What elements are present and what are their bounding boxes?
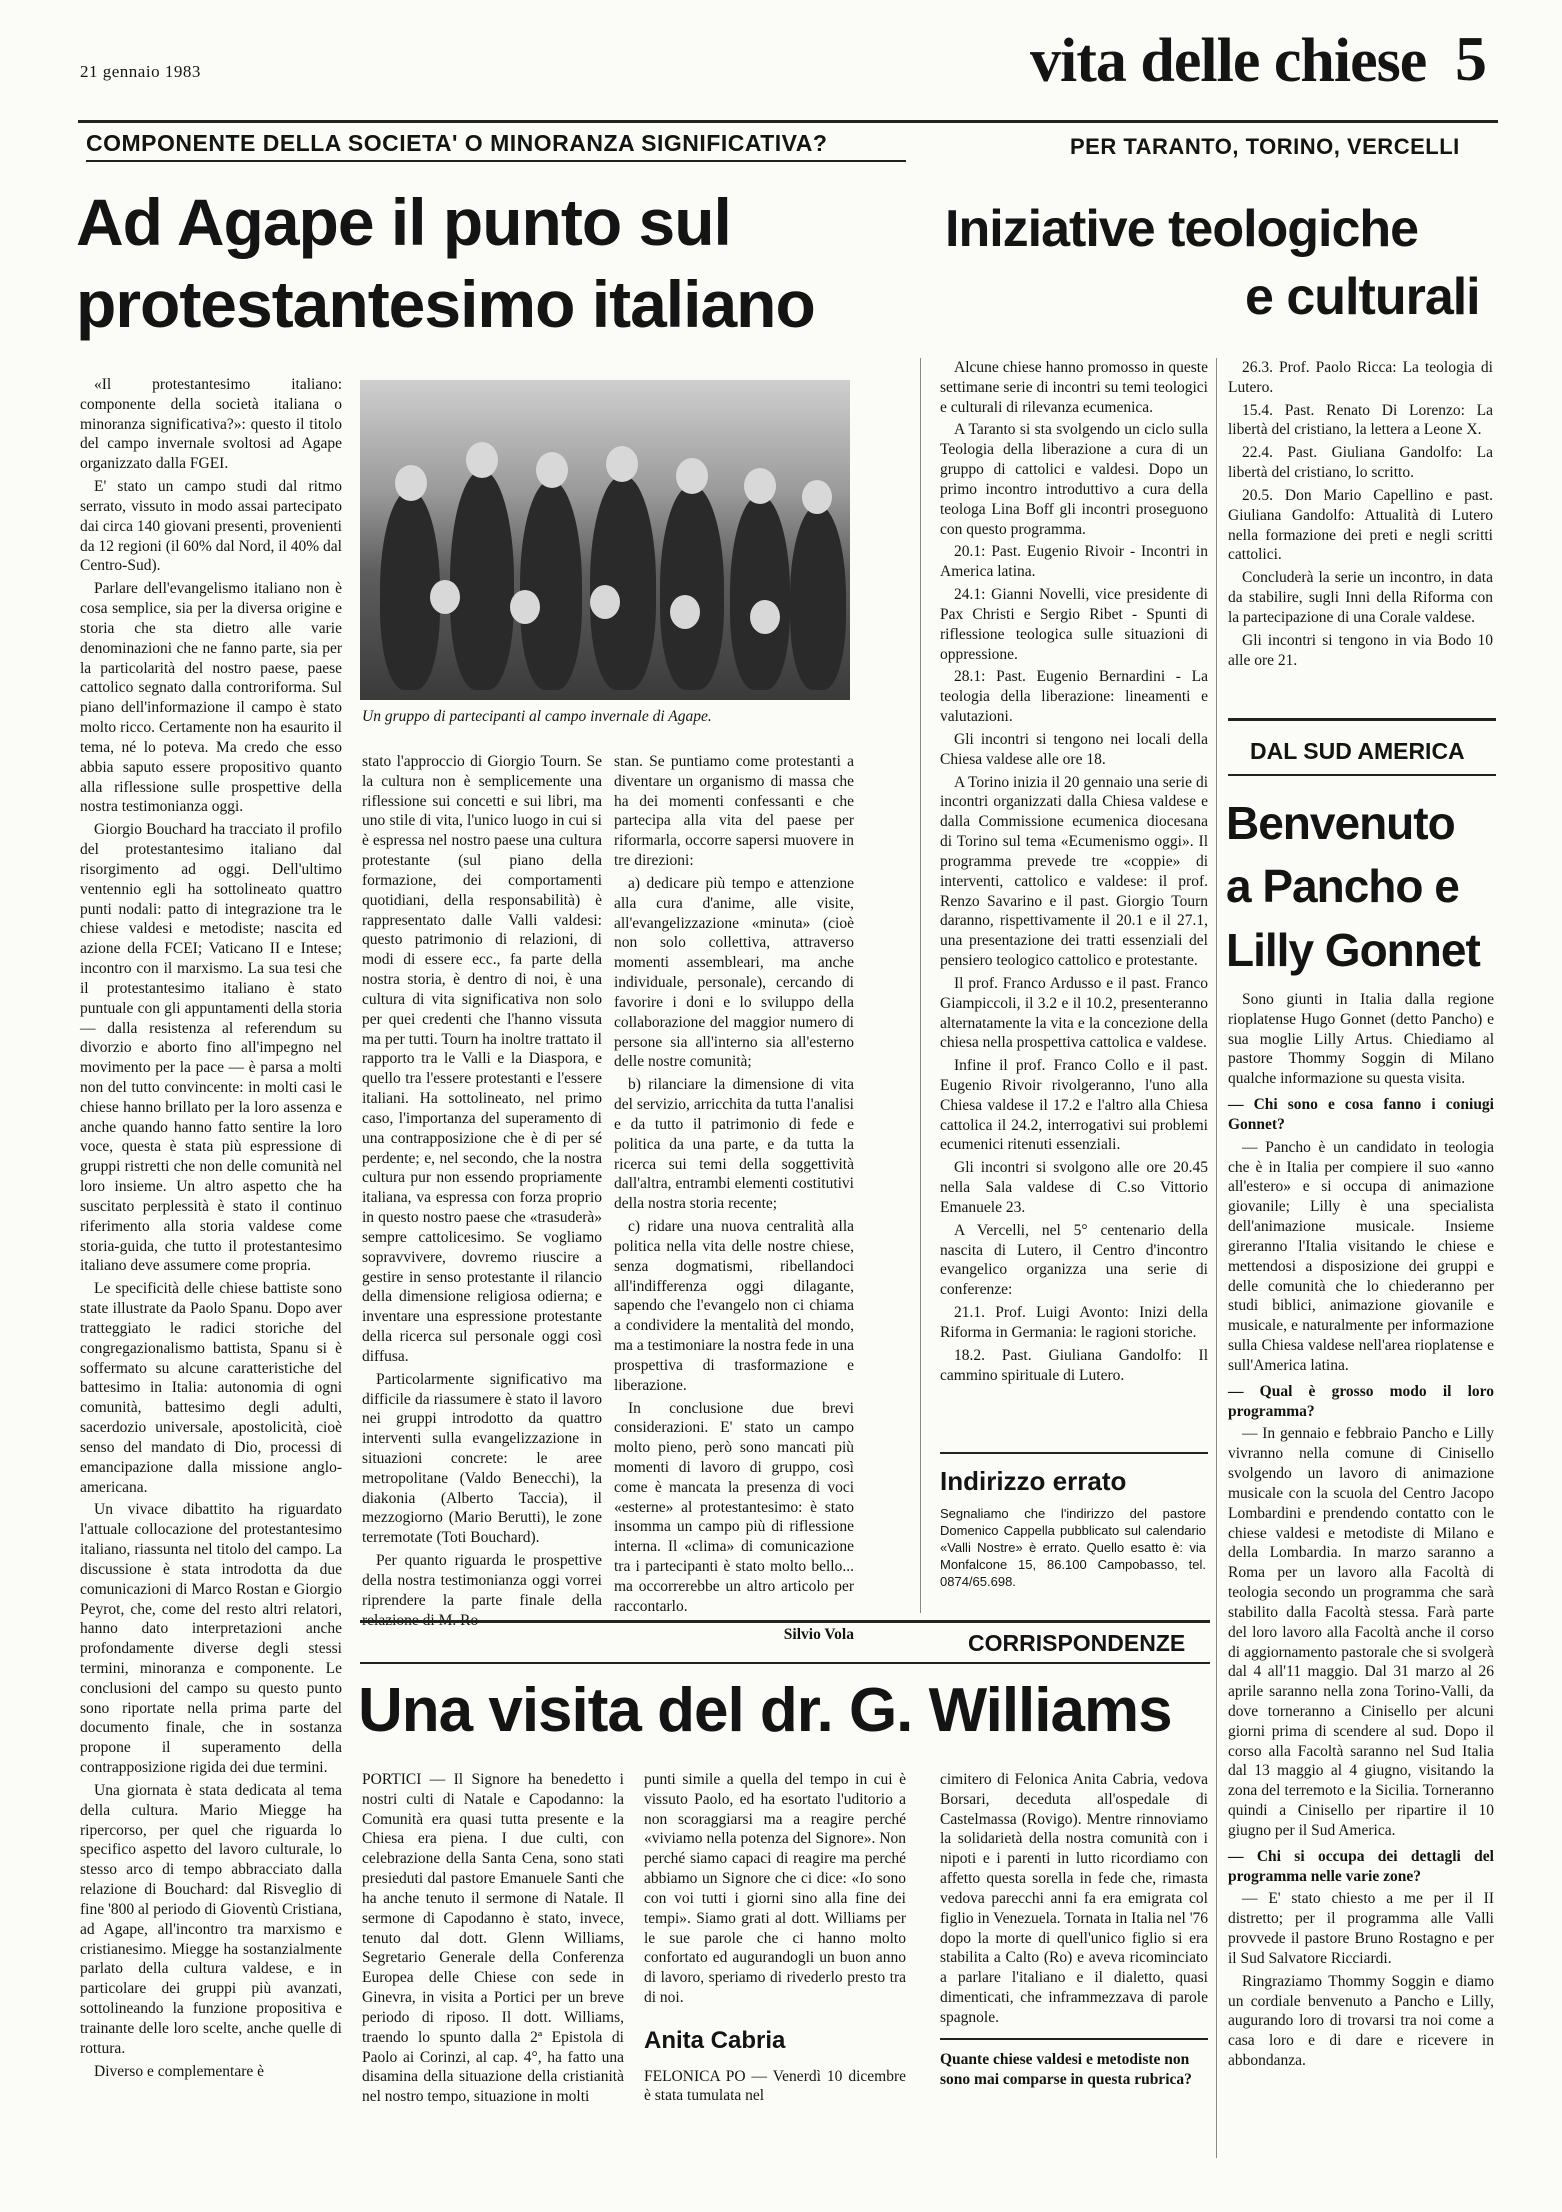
sudamerica-top-rule <box>1228 718 1496 721</box>
sudamerica-body <box>1228 990 1494 2074</box>
agape-title-line1: Ad Agape il punto sul <box>76 185 731 259</box>
agape-paragraph: E' stato un campo studi dal ritmo serrato, vissuto in modo assai partecipato dai circa 140 giovani presenti, provenienti da 12 regioni (il 60% dal Nord, il 40% dal Centro-Sud). <box>80 478 342 575</box>
iniziative-kicker: PER TARANTO, TORINO, VERCELLI <box>1070 134 1460 159</box>
sudamerica-paragraph: Ringraziamo Thommy Soggin e diamo un cordiale benvenuto a Pancho e Lilly, augurando loro di trovarsi tra noi come a casa loro e di dare e ricevere in abbondanza. <box>1228 1972 1494 2070</box>
iniziative-paragraph: Infine il prof. Franco Collo e il past. Eugenio Rivoir rivolgeranno, l'uno alla Chiesa valdese il 17.2 e l'altro alla Chiesa cattolica il 24.2, interrogativi sui problemi ecumenici ritenuti essenziali. <box>940 1057 1208 1154</box>
sudamerica-kicker-rule <box>1228 774 1496 776</box>
closing-question-rule <box>940 2038 1208 2040</box>
agape-column-1 <box>80 375 342 2084</box>
williams-title: Una visita del dr. G. Williams <box>358 1676 1172 1745</box>
iniziative-paragraph: Gli incontri si svolgono alle ore 20.45 nella Sala valdese di C.so Vittorio Emanuele 23. <box>940 1159 1208 1216</box>
iniziative-column-2 <box>1228 358 1493 673</box>
corrispondenze-kicker-rule <box>360 1662 1210 1664</box>
sudamerica-title-line1: Benvenuto <box>1226 797 1455 849</box>
agape-paragraph: Un vivace dibattito ha riguardato l'attuale collocazione del protestantesimo italiano, riassunta nel titolo del campo. La discussione è stata introdotta da due comunicazioni di Marco Rostan e Giorgio Peyrot, che, come del resto altri relatori, hanno dato interpretazioni anche profondamente diverse degli stessi termini, minoranza e componente. Le conclusioni del campo su questo punto sono riportate nella prima parte del documento finale, che in sostanza propone il superamento della contrapposizione rigida dei due termini. <box>80 1501 342 1777</box>
agape-paragraph: c) ridare una nuova centralità alla politica nella vita delle nostre chiese, senza dogmatismi, ribellandoci all'indifferenza oggi dilagante, sapendo che l'evangelo non ci chiama a condividere la mentalità del mondo, ma a testimoniare la nostra fede in una prospettiva di trasformazione e liberazione. <box>614 1218 854 1394</box>
iniziative-paragraph: 20.1: Past. Eugenio Rivoir - Incontri in America latina. <box>940 543 1208 581</box>
sudamerica-kicker: DAL SUD AMERICA <box>1250 738 1465 764</box>
iniziative-paragraph: A Torino inizia il 20 gennaio una serie di incontri organizzati dalla Chiesa valdese e dalla Commissione ecumenica diocesana di Torino sul tema «Ecumenismo oggi». Il programma prevede tre «coppie» di interventi, cattolico e valdese: il prof. Renzo Savarino e il past. Giorgio Tourn daranno, rispettivamente il 20.1 e il 27.1, una presentazione dei tratti essenziali del pensiero teologico cattolico e protestante. <box>940 773 1208 970</box>
sudamerica-question: — Chi si occupa dei dettagli del programma nelle varie zone? <box>1228 1847 1494 1885</box>
iniziative-paragraph: Alcune chiese hanno promosso in queste settimane serie di incontri su temi teologici e culturali di rilevanza ecumenica. <box>940 359 1208 416</box>
corrispondenze-top-rule <box>360 1620 1210 1623</box>
sudamerica-question: — Qual è grosso modo il loro programma? <box>1228 1382 1494 1420</box>
iniziative-paragraph: 26.3. Prof. Paolo Ricca: La teologia di Lutero. <box>1228 359 1493 396</box>
indirizzo-title: Indirizzo errato <box>940 1466 1127 1496</box>
williams-column-1 <box>362 1770 624 2110</box>
agape-paragraph: stan. Se puntiamo come protestanti a diventare un organismo di massa che ha dei momenti confessanti e che partecipa alla vita del paese per riformarla, occorre sapersi muovere in tre direzioni: <box>614 753 854 870</box>
agape-signature: Silvio Vola <box>783 1625 854 1643</box>
williams-signature: Anita Cabria <box>644 2026 786 2054</box>
iniziative-paragraph: 24.1: Gianni Novelli, vice presidente di Pax Christi e Sergio Ribet - Spunti di riflessione teologica sulle situazioni di oppressione. <box>940 586 1208 663</box>
agape-kicker-underline <box>86 160 906 162</box>
iniziative-title-line2: e culturali <box>1245 268 1480 326</box>
agape-paragraph: In conclusione due brevi considerazioni. E' stato un campo molto pieno, però sono mancati più momenti di lavoro di gruppo, così come è mancata la presenza di voci «esterne» al protestantesimo: è stato insomma un campo più di riflessione interna. Il «clima» di comunicazione tra i partecipanti è stato molto bello... ma occorrerebbe un altro articolo per raccontarlo. <box>614 1399 854 1615</box>
iniziative-paragraph: Gli incontri si tengono nei locali della Chiesa valdese alle ore 18. <box>940 730 1208 768</box>
agape-paragraph: Diverso e complementare è <box>94 2062 264 2080</box>
sudamerica-title-line2: a Pancho e <box>1226 860 1459 913</box>
page-number: 5 <box>1455 23 1487 94</box>
issue-date: 21 gennaio 1983 <box>80 62 201 81</box>
williams-column-2 <box>644 1770 906 2109</box>
sudamerica-paragraph: — E' stato chiesto a me per il II distretto; per il programma alle Valli provvede il pastore Bruno Rostagno e per il Sud Salvatore Ricciardi. <box>1228 1890 1494 1967</box>
iniziative-paragraph: Il prof. Franco Ardusso e il past. Franco Giampiccoli, il 3.2 e il 10.2, presenteranno alternatamente la vita e la concezione della chiesa nella prospettiva cattolica e valdese. <box>940 974 1208 1052</box>
iniziative-paragraph: Gli incontri si tengono in via Bodo 10 alle ore 21. <box>1228 631 1493 669</box>
felonica-paragraph: FELONICA PO — Venerdì 10 dicembre è stata tumulata nel <box>644 2067 906 2105</box>
agape-paragraph: Giorgio Bouchard ha tracciato il profilo del protestantesimo italiano dal risorgimento ad oggi. Dell'ultimo ventennio egli ha sottolineato quattro punti nodali: patto di integrazione tra le chiese valdesi e metodiste; nascita ed azione della FCEI; Vaticano II e Intese; incontro con il marxismo. La sua tesi che il protestantesimo italiano è stato puntuale con gli appuntamenti della storia — dalla resistenza al referendum su divorzio e aborto fino all'impegno nel movimento per la pace — è parsa a molti non del tutto convincente: in molti casi le chiese hanno brillato per la loro assenza e anche quando hanno fatto sentire la loro voce, questa è stata più espressione di gruppi ristretti che non delle comunità nel loro insieme. Un altro aspetto che ha suscitato perplessità è stato il continuo riferimento alla storia valdese come storia-guida, che tutto il protestantesimo italiano deve assumere come propria. <box>80 821 342 1275</box>
williams-paragraph: PORTICI — Il Signore ha benedetto i nostri culti di Natale e Capodanno: la Comunità era quasi tutta presente e la Chiesa era piena. I due culti, con celebrazione della Santa Cena, sono stati presieduti dal pastore Emanuele Santi che ha anche tenuto il sermone di Natale. Il sermone di Capodanno è stato, invece, tenuto dal dott. Glenn Williams, Segretario Generale della Conferenza Europea delle Chiese con sede in Ginevra, in visita a Portici per un breve periodo di riposo. Il dott. Williams, traendo lo spunto dalla 2ª Epistola di Paolo ai Corinzi, al cap. 4°, ha fatto una disamina della situazione della cristianità nel nostro tempo, situazione in molti <box>362 1771 624 2106</box>
sudamerica-title-line3: Lilly Gonnet <box>1226 923 1480 976</box>
agape-paragraph: stato l'approccio di Giorgio Tourn. Se la cultura non è semplicemente una riflessione sui concetti e sui libri, ma uno stile di vita, l'unico luogo in cui si è espressa nel nostro paese una cultura protestante (sul piano della formazione, dei comportamenti quotidiani, della responsabilità) è rappresentato dalle Valli valdesi: questo patrimonio di relazioni, di modi di essere ecc., fa parte della nostra storia, è dentro di noi, è una cultura di vita significativa non solo per quei credenti che l'hanno vissuta ma per tutti. Tourn ha inoltre trattato il rapporto tra le Valli e la Diaspora, e quello tra l'essere protestanti e l'essere italiani. Ha sottolineato, nel primo caso, l'importanza del superamento di una contrapposizione che è di per sé perdente; e, nel secondo, che la nostra cultura pur non essendo propriamente italiana, va espressa con forza proprio in questo nostro paese che «trasuderà» sempre cattolicesimo. Se vogliamo sopravvivere, dovremo riuscire a gestire in senso protestante il rilancio della dimensione religiosa odierna; e inventare una espressione protestante della ricerca sul personale oggi così diffusa. <box>362 753 602 1365</box>
iniziative-paragraph: 15.4. Past. Renato Di Lorenzo: La libertà del cristiano, la lettera a Leone X. <box>1228 401 1493 439</box>
sudamerica-paragraph: — In gennaio e febbraio Pancho e Lilly vivranno nella comune di Cinisello svolgendo un lavoro di animazione musicale con la scuola del Centro Jacopo Lombardini e prendendo contatto con le chiese valdesi e metodiste di Milano e della Lombardia. In marzo saranno a Roma per un lavoro alla Facoltà di teologia secondo un programma che sarà stabilito dalla Facoltà stessa. Farà parte del loro lavoro alla Facoltà anche il corso di aggiornamento pastorale che si svolgerà dal 4 all'11 maggio. Dal 31 marzo al 26 aprile saranno nella zona Torino-Valli, da dove torneranno a Cinisello per alcuni giorni prima di scendere al sud. Dopo il corso alla Facoltà saranno nel Sud Italia dal 13 maggio al 4 giugno, visitando la zona del terremoto e la Sicilia. Torneranno quindi a Cinisello per ripartire il 10 giugno per il Sud America. <box>1228 1425 1494 1839</box>
agape-paragraph: a) dedicare più tempo e attenzione alla cura d'anime, alle visite, all'evangelizzazione «minuta» (cioè non solo collettiva, attraverso momenti assembleari, ma anche individuale, personale), cercando di favorire i doni e lo sviluppo della collaborazione del maggior numero di persone sia all'interno sia all'esterno delle nostre comunità; <box>614 874 854 1071</box>
iniziative-title-line1: Iniziative teologiche <box>945 200 1419 258</box>
agape-column-2 <box>362 752 602 1633</box>
iniziative-paragraph: 18.2. Past. Giuliana Gandolfo: Il cammino spirituale di Lutero. <box>940 1346 1208 1384</box>
agape-paragraph: Per quanto riguarda le prospettive della nostra testimonianza oggi vorrei riprendere la parte finale della <box>362 1552 602 1609</box>
williams-paragraph: punti simile a quella del tempo in cui è vissuto Paolo, ed ha esortato l'uditorio a non scoraggiarsi ma a reagire perché «viviamo nella potenza del Signore». Non perché siamo capaci di reagire ma perché abbiamo un Signore che ci dice: «Io sono con voi tutti i giorni sino alla fine dei tempi». Siamo grati al dott. Williams per le sue parole che ci hanno molto confortato ed augurandogli un buon anno di lavoro, speriamo di rivederlo presto tra di noi. <box>644 1771 906 2007</box>
sudamerica-title <box>1226 792 1480 982</box>
iniziative-paragraph: A Taranto si sta svolgendo un ciclo sulla Teologia della liberazione a cura di un gruppo di cattolici e valdesi. Dopo un primo incontro introduttivo a cura della teologa Lina Boff gli incontri proseguono con questo programma. <box>940 421 1208 538</box>
agape-group-photo <box>360 380 850 700</box>
indirizzo-text: Segnaliamo che l'indirizzo del pastore Domenico Cappella pubblicato sul calendario «Valli Nostre» è errato. Quello esatto è: via Monfalcone 15, 86.100 Campobasso, tel. 0874/65.698. <box>940 1506 1206 1589</box>
iniziative-paragraph: 21.1. Prof. Luigi Avonto: Inizi della Riforma in Germania: le ragioni storiche. <box>940 1304 1208 1341</box>
agape-paragraph: Particolarmente significativo ma difficile da riassumere è stato il lavoro nei gruppi introdotto da quattro interventi sulla evangelizzazione in situazioni concrete: le aree metropolitane (Valdo Benecchi), la diakonia (Alberto Taccia), il mezzogiorno (Mario Berutti), le zone terremotate (Toti Bouchard). <box>362 1370 602 1547</box>
iniziative-column-1 <box>940 358 1208 1388</box>
agape-title-line2: protestantesimo italiano <box>76 267 815 341</box>
agape-column-3 <box>614 752 854 1644</box>
agape-paragraph: Una giornata è stata dedicata al tema della cultura. Mario Miegge ha ripercorso, per quel che riguarda lo specifico aspetto del lavoro culturale, lo stesso arco di tempo abbracciato dalla relazione di Bouchard: dal Risveglio di fine '800 al periodo di Gioventù Cristiana, ad Agape, all'incontro tra marxismo e cristianesimo. Miegge ha sostanzialmente parlato della cultura valdese, e in particolare dei gruppi più avanzati, sottolineando la funzione propositiva e trainante delle loro scelte, anche quelle di rottura. <box>80 1781 342 2057</box>
iniziative-paragraph: Concluderà la serie un incontro, in data da stabilire, sugli Inni della Riforma con la partecipazione di una Corale valdese. <box>1228 569 1493 626</box>
column-separator <box>1216 358 1217 2158</box>
agape-kicker: COMPONENTE DELLA SOCIETA' O MINORANZA SIGNIFICATIVA? <box>86 130 828 156</box>
iniziative-paragraph: 20.5. Don Mario Capellino e past. Giuliana Gandolfo: Attualità di Lutero nella formazione dei preti e negli scritti cattolici. <box>1228 486 1493 564</box>
iniziative-paragraph: 28.1: Past. Eugenio Bernardini - La teologia della liberazione: lineamenti e valutazioni. <box>940 668 1208 726</box>
sudamerica-paragraph: Sono giunti in Italia dalla regione rioplatense Hugo Gonnet (detto Pancho) e sua moglie Lilly Artus. Chiediamo al pastore Thommy Soggin di Milano qualche informazione su questa visita. <box>1228 991 1494 1088</box>
header-rule <box>78 120 1498 123</box>
iniziative-paragraph: 22.4. Past. Giuliana Gandolfo: La libertà del cristiano, lo scritto. <box>1228 444 1493 482</box>
sudamerica-paragraph: — Pancho è un candidato in teologia che è in Italia per compiere il suo «anno all'estero» e si occupa di animazione giovanile; Lilly è una specialista dell'animazione musicale. Insieme gireranno l'Italia visitando le chiese e mettendosi a disposizione dei gruppi e delle comunità che lo chiederanno per studi biblici, animazione giovanile e musicale, e naturalmente per informazione sulla Chiesa valdese nell'area rioplatense e sull'America latina. <box>1228 1138 1494 1374</box>
agape-paragraph: «Il protestantesimo italiano: componente della società italiana o minoranza significativa?»: questo il titolo del campo invernale svoltosi ad Agape organizzato dalla FGEI. <box>80 376 342 473</box>
agape-paragraph: Le specificità delle chiese battiste sono state illustrate da Paolo Spanu. Dopo aver tratteggiato le radici storiche del congregazionalismo battista, Spanu si è soffermato su alcune caratteristiche del battesimo in Italia: autonomia di ogni comunità, battesimo degli adulti, sacerdozio universale, apostolicità, cioè senso del mandato di Dio, processi di emancipazione dalla missione anglo-americana. <box>80 1280 342 1496</box>
masthead: vita delle chiese <box>1030 27 1427 95</box>
agape-paragraph: Parlare dell'evangelismo italiano non è cosa semplice, sia per la diversa origine e storia che sta dietro alle varie denominazioni che ne fanno parte, sia per la particolarità del nostro paese, paese cattolico segnato dalla controriforma. Sul piano dell'informazione il campo è stato molto ricco. Certamente non ha esaurito il tema, né lo poteva. Ma credo che esso abbia saputo essere propositivo quanto alla riflessione sulle prospettive della nostra testimonianza oggi. <box>80 580 342 816</box>
column-separator <box>920 358 921 1613</box>
corrispondenze-kicker: CORRISPONDENZE <box>968 1630 1186 1656</box>
sudamerica-question: — Chi sono e cosa fanno i coniugi Gonnet? <box>1228 1096 1494 1133</box>
iniziative-paragraph: A Vercelli, nel 5° centenario della nascita di Lutero, il Centro d'incontro evangelico organizza una serie di conferenze: <box>940 1221 1208 1299</box>
williams-column-3 <box>940 1770 1208 2092</box>
closing-question: Quante chiese valdesi e metodiste non sono mai comparse in questa rubrica? <box>940 2050 1192 2088</box>
agape-photo-caption: Un gruppo di partecipanti al campo invernale di Agape. <box>362 708 712 725</box>
indirizzo-top-rule <box>940 1452 1208 1454</box>
felonica-paragraph-cont: cimitero di Felonica Anita Cabria, vedova Borsari, deceduta all'ospedale di Castelmassa (Rovigo). Mentre rinnoviamo la solidarietà della nostra comunità con i nipoti e i parenti in lutto ricordiamo con affetto questa sorella in fede che, rimasta vedova parecchi anni fa era emigrata col figlio in Venezuela. Tornata in Italia nel '76 dopo la morte di quell'unico figlio si era stabilita a Calto (Ro) e aveva ricominciato a parlare l'italiano e il dialetto, quasi dimenticati, che inframmezzava di parole spagnole. <box>940 1771 1208 2026</box>
agape-paragraph: b) rilanciare la dimensione di vita del servizio, arricchita da tutta l'analisi e da tutto il patrimonio di fede e politica da una parte, e da tutta la ricerca sui temi della soggettività dall'altra, entrambi elementi costitutivi della nostra storia recente; <box>614 1076 854 1213</box>
